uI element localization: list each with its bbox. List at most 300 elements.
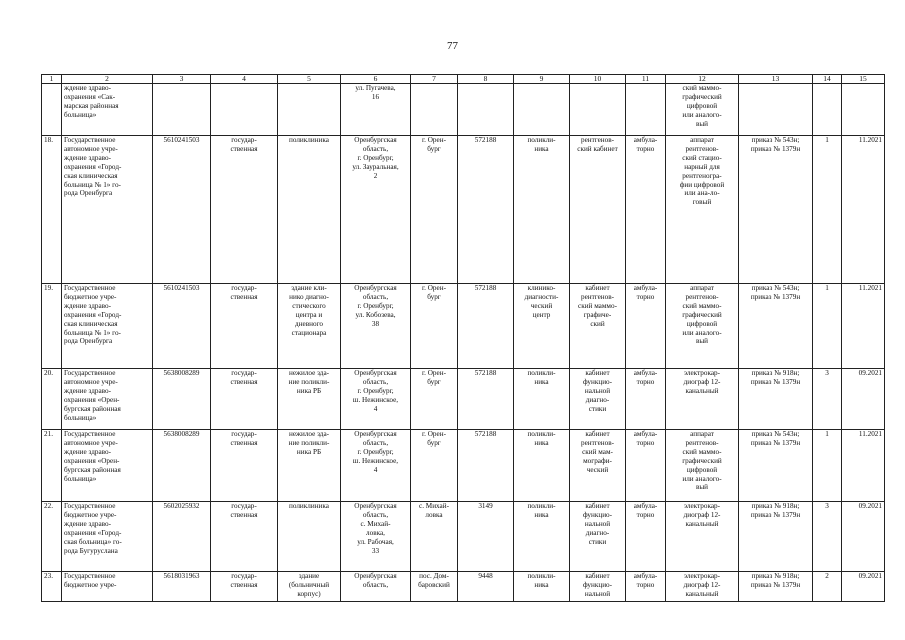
address-cell-line: область, [362, 510, 389, 519]
empty-cell [739, 84, 813, 136]
address-cell-line: Оренбургская [354, 136, 397, 144]
equipment-cell-line: аппарат [690, 284, 714, 292]
room-type-cell-line: кабинет [585, 369, 610, 377]
organization-name-cell-line: Государственное [64, 502, 116, 510]
room-type-cell-line: ческий [586, 465, 609, 474]
equipment-cell-line: электрокар- [683, 369, 721, 377]
regulatory-order-cell [739, 136, 813, 284]
building-type-cell-line: ника РБ [296, 447, 322, 456]
equipment-cell [666, 502, 739, 572]
address-cell [341, 430, 411, 502]
ownership-form-cell [211, 284, 278, 369]
settlement-cell [411, 502, 458, 572]
regulatory-order-cell-line: приказ № 1379н [750, 438, 801, 447]
address-cell [341, 284, 411, 369]
column-number-13: 13 [739, 75, 813, 84]
room-type-cell-line: кабинет [585, 284, 610, 292]
continuation-col2-line: ждение здраво- [64, 84, 111, 92]
organization-name-cell-line: Государственное [64, 136, 116, 144]
address-cell-line: г. Оренбург, [357, 301, 394, 310]
address-cell-line: г. Оренбург, [357, 386, 394, 395]
building-type-cell-line: здание кли- [291, 284, 327, 292]
row-number-cell: 18. [42, 136, 62, 284]
equipment-cell-line: фии цифровой [679, 180, 725, 189]
inn-cell: 5618031963 [153, 572, 211, 602]
equipment-cell [666, 572, 739, 602]
department-cell-line: поликли- [527, 430, 556, 438]
care-conditions-cell-line: торно [636, 438, 655, 447]
address-cell-line: область, [362, 580, 389, 589]
department-cell [514, 136, 570, 284]
organization-name-cell [62, 284, 153, 369]
room-type-cell [570, 284, 626, 369]
care-conditions-cell-line: торно [636, 144, 655, 153]
equipment-cell-line: или ана-ло- [684, 189, 720, 198]
organization-name-cell-line: бургская районная [64, 465, 121, 474]
quantity-cell: 1 [813, 284, 842, 369]
organization-name-cell-line: Государственное [64, 369, 116, 377]
organization-name-cell-line: бюджетное учре- [64, 510, 117, 519]
address-cell-line: 4 [373, 465, 378, 474]
care-conditions-cell-line: амбула- [633, 572, 658, 580]
organization-name-cell-line: охранения «Город- [64, 528, 122, 537]
equipment-cell-line: графический [682, 310, 722, 319]
settlement-cell-line: ловка [425, 510, 443, 519]
address-cell-line: ш. Нежинское, [352, 395, 399, 404]
address-cell [341, 502, 411, 572]
building-type-cell-line: нико диагно- [289, 292, 329, 301]
regulatory-order-cell-line: приказ № 1379н [750, 144, 801, 153]
column-number-row [42, 75, 885, 84]
settlement-code-cell: 572188 [458, 284, 514, 369]
care-conditions-cell-line: амбула- [633, 284, 658, 292]
room-type-cell-line: функцио- [582, 510, 613, 519]
room-type-cell-line: кабинет [585, 430, 610, 438]
room-type-cell-line: ский маммо- [578, 301, 617, 310]
department-cell [514, 284, 570, 369]
room-type-cell-line: нальной [584, 589, 611, 598]
building-type-cell-line: ника РБ [296, 386, 322, 395]
regulatory-order-cell-line: приказ № 918н; [751, 572, 800, 580]
delivery-date-cell: 09.2021 [842, 502, 885, 572]
settlement-cell-line: баровский [418, 580, 450, 589]
building-type-cell [278, 284, 341, 369]
page-number: 77 [447, 40, 458, 52]
table-row [42, 502, 885, 572]
regulatory-order-cell-line: приказ № 543н; [751, 284, 800, 292]
room-type-cell-line: нальной [584, 519, 611, 528]
address-cell-line: ул. Рабочая, [357, 537, 394, 546]
address-cell-line: ул. Зауральная, [352, 162, 399, 171]
ownership-form-cell-line: ственная [230, 510, 258, 519]
table-row [42, 136, 885, 284]
settlement-cell [411, 369, 458, 430]
address-cell-line: г. Оренбург, [357, 447, 394, 456]
building-type-cell-line: ние поликли- [288, 377, 330, 386]
row-number-cell: 19. [42, 284, 62, 369]
address-cell-line: 33 [371, 546, 380, 555]
equipment-cell-line: диограф 12- [683, 580, 721, 589]
department-cell [514, 369, 570, 430]
equipment-cell-line: диограф 12- [683, 510, 721, 519]
care-conditions-cell-line: торно [636, 580, 655, 589]
ownership-form-cell [211, 502, 278, 572]
continuation-row [42, 84, 885, 136]
department-cell-line: ческий [530, 301, 553, 310]
room-type-cell-line: ский мам- [582, 447, 613, 456]
continuation-col2-line: больница» [64, 110, 97, 119]
column-number-7: 7 [411, 75, 458, 84]
room-type-cell-line: ский [590, 319, 605, 328]
table-row [42, 369, 885, 430]
column-number-5: 5 [278, 75, 341, 84]
table-row [42, 430, 885, 502]
settlement-cell-line: г. Орен- [422, 369, 446, 377]
building-type-cell-line: стического [292, 301, 326, 310]
department-cell [514, 502, 570, 572]
organization-name-cell-line: ждение здраво- [64, 447, 111, 456]
address-cell-line: 2 [373, 171, 378, 180]
address-cell-line: область, [362, 144, 389, 153]
continuation-col12-line: ский маммо- [682, 84, 722, 92]
inn-cell: 5610241503 [153, 284, 211, 369]
room-type-cell-line: рентгенов- [580, 292, 615, 301]
settlement-cell [411, 430, 458, 502]
organization-name-cell-line: рода Оренбурга [64, 337, 113, 346]
regulatory-order-cell-line: приказ № 1379н [750, 580, 801, 589]
continuation-col2 [62, 84, 153, 136]
ownership-form-cell [211, 136, 278, 284]
equipment-cell [666, 430, 739, 502]
care-conditions-cell [626, 502, 666, 572]
regulatory-order-cell-line: приказ № 918н; [751, 502, 800, 510]
column-number-8: 8 [458, 75, 514, 84]
room-type-cell [570, 572, 626, 602]
address-cell-line: 38 [371, 319, 380, 328]
address-cell [341, 369, 411, 430]
delivery-date-cell: 09.2021 [842, 572, 885, 602]
settlement-cell-line: г. Орен- [422, 284, 446, 292]
regulatory-order-cell-line: приказ № 543н; [751, 430, 800, 438]
ownership-form-cell-line: ственная [230, 292, 258, 301]
delivery-date-cell: 11.2021 [842, 430, 885, 502]
settlement-cell-line: с. Михай- [419, 502, 449, 510]
organization-name-cell-line: охранения «Город- [64, 310, 122, 319]
building-type-cell-line: дневного [295, 319, 323, 328]
inn-cell: 5602025932 [153, 502, 211, 572]
ownership-form-cell-line: ственная [230, 377, 258, 386]
equipment-cell-line: диограф 12- [683, 377, 721, 386]
department-cell [514, 572, 570, 602]
building-type-cell-line: стационара [291, 328, 327, 337]
ownership-form-cell-line: государ- [231, 430, 257, 438]
ownership-form-cell-line: государ- [231, 502, 257, 510]
equipment-cell-line: или аналого- [682, 474, 722, 483]
address-cell-line: ул. Кобозева, [355, 310, 396, 319]
ownership-form-cell [211, 430, 278, 502]
department-cell-line: поликли- [527, 502, 556, 510]
organization-name-cell-line: больница № 1» го- [64, 180, 121, 189]
department-cell-line: ника [534, 144, 549, 153]
empty-cell [813, 84, 842, 136]
organization-name-cell-line: Государственное [64, 572, 116, 580]
department-cell-line: ника [534, 580, 549, 589]
organization-name-cell-line: ская клиническая [64, 319, 118, 328]
equipment-cell-line: рентгенов- [685, 144, 719, 153]
equipment-cell-line: канальный [685, 519, 719, 528]
room-type-cell-line: нальной [584, 386, 611, 395]
organization-name-cell-line: рода Оренбурга [64, 189, 113, 198]
building-type-cell-line: центра и [295, 310, 323, 319]
ownership-form-cell-line: ственная [230, 144, 258, 153]
building-type-cell-line: нежилое зда- [288, 369, 330, 377]
settlement-code-cell: 572188 [458, 369, 514, 430]
organization-name-cell-line: охранения «Город- [64, 162, 122, 171]
regulatory-order-cell [739, 369, 813, 430]
row-number-cell: 22. [42, 502, 62, 572]
settlement-code-cell: 572188 [458, 430, 514, 502]
settlement-code-cell: 9448 [458, 572, 514, 602]
delivery-date-cell: 09.2021 [842, 369, 885, 430]
continuation-col12-line: или аналого- [682, 110, 722, 119]
settlement-cell-line: г. Орен- [422, 430, 446, 438]
organization-name-cell-line: автономное учре- [64, 144, 118, 153]
empty-cell [278, 84, 341, 136]
continuation-col6-line: 16 [371, 92, 380, 101]
room-type-cell-line: рентгенов- [580, 136, 615, 144]
equipment-cell-line: графический [682, 456, 722, 465]
organization-name-cell-line: ждение здраво- [64, 301, 111, 310]
column-number-4: 4 [211, 75, 278, 84]
regulatory-order-cell-line: приказ № 1379н [750, 377, 801, 386]
address-cell-line: область, [362, 292, 389, 301]
department-cell-line: поликли- [527, 369, 556, 377]
ownership-form-cell-line: ственная [230, 438, 258, 447]
department-cell-line: ника [534, 377, 549, 386]
ownership-form-cell-line: государ- [231, 572, 257, 580]
column-number-2: 2 [62, 75, 153, 84]
department-cell-line: ника [534, 510, 549, 519]
empty-cell [458, 84, 514, 136]
column-number-15: 15 [842, 75, 885, 84]
address-cell-line: Оренбургская [354, 572, 397, 580]
equipment-cell-line: или аналого- [682, 328, 722, 337]
building-type-cell [278, 572, 341, 602]
equipment-cell-line: нарный для [684, 162, 720, 171]
address-cell-line: с. Михай- [360, 519, 391, 528]
room-type-cell-line: диагно- [585, 528, 610, 537]
organization-name-cell [62, 369, 153, 430]
room-type-cell [570, 369, 626, 430]
organization-name-cell-line: ская клиническая [64, 171, 118, 180]
room-type-cell-line: рентгенов- [580, 438, 615, 447]
empty-cell [42, 84, 62, 136]
room-type-cell-line: мографи- [583, 456, 612, 465]
regulatory-order-cell [739, 284, 813, 369]
table-row [42, 572, 885, 602]
empty-cell [153, 84, 211, 136]
equipment-cell-line: рентгенов- [685, 438, 719, 447]
column-number-11: 11 [626, 75, 666, 84]
department-cell-line: центр [532, 310, 551, 319]
care-conditions-cell [626, 369, 666, 430]
building-type-cell-line: корпус) [297, 589, 321, 598]
equipment-cell-line: аппарат [690, 136, 714, 144]
room-type-cell-line: функцио- [582, 580, 613, 589]
continuation-col12 [666, 84, 739, 136]
column-number-10: 10 [570, 75, 626, 84]
organization-name-cell-line: ждение здраво- [64, 519, 111, 528]
organization-name-cell-line: больница № 1» го- [64, 328, 121, 337]
organization-name-cell-line: бургская районная [64, 404, 121, 413]
equipment-cell-line: ский стацио- [682, 153, 722, 162]
building-type-cell-line: поликлиника [289, 502, 329, 510]
building-type-cell-line: поликлиника [289, 136, 329, 144]
equipment-cell-line: канальный [685, 589, 719, 598]
equipment-cell [666, 136, 739, 284]
address-cell [341, 572, 411, 602]
organization-name-cell-line: автономное учре- [64, 438, 118, 447]
registry-table [41, 74, 885, 602]
regulatory-order-cell [739, 430, 813, 502]
organization-name-cell-line: бюджетное учре- [64, 580, 117, 589]
equipment-cell-line: канальный [685, 386, 719, 395]
address-cell [341, 136, 411, 284]
room-type-cell-line: кабинет [585, 502, 610, 510]
column-number-1: 1 [42, 75, 62, 84]
organization-name-cell [62, 430, 153, 502]
empty-cell [411, 84, 458, 136]
building-type-cell-line: здание [298, 572, 320, 580]
settlement-cell-line: пос. Дом- [419, 572, 449, 580]
address-cell-line: 4 [373, 404, 378, 413]
care-conditions-cell [626, 430, 666, 502]
equipment-cell-line: цифровой [686, 319, 718, 328]
care-conditions-cell-line: торно [636, 377, 655, 386]
department-cell [514, 430, 570, 502]
room-type-cell-line: ский кабинет [577, 144, 618, 153]
settlement-cell-line: бург [427, 144, 441, 153]
department-cell-line: ника [534, 438, 549, 447]
care-conditions-cell-line: амбула- [633, 430, 658, 438]
building-type-cell-line: ние поликли- [288, 438, 330, 447]
organization-name-cell [62, 502, 153, 572]
row-number-cell: 20. [42, 369, 62, 430]
organization-name-cell-line: больница» [64, 474, 97, 483]
room-type-cell-line: стики [588, 537, 607, 546]
settlement-cell-line: г. Орен- [422, 136, 446, 144]
room-type-cell-line: графиче- [583, 310, 612, 319]
building-type-cell [278, 502, 341, 572]
address-cell-line: г. Оренбург, [357, 153, 394, 162]
empty-cell [626, 84, 666, 136]
room-type-cell [570, 502, 626, 572]
address-cell-line: Оренбургская [354, 502, 397, 510]
regulatory-order-cell-line: приказ № 543н; [751, 136, 800, 144]
organization-name-cell-line: автономное учре- [64, 377, 118, 386]
ownership-form-cell-line: государ- [231, 136, 257, 144]
regulatory-order-cell [739, 502, 813, 572]
building-type-cell [278, 136, 341, 284]
room-type-cell-line: функцио- [582, 377, 613, 386]
continuation-col12-line: цифровой [686, 101, 718, 110]
building-type-cell [278, 369, 341, 430]
quantity-cell: 1 [813, 430, 842, 502]
building-type-cell-line: (больничный [288, 580, 330, 589]
department-cell-line: клинико- [527, 284, 556, 292]
organization-name-cell-line: рода Бугуруслана [64, 546, 118, 555]
equipment-cell-line: аппарат [690, 430, 714, 438]
equipment-cell-line: ский маммо- [682, 447, 722, 456]
settlement-cell [411, 572, 458, 602]
continuation-col2-line: марская районная [64, 101, 119, 110]
care-conditions-cell-line: амбула- [633, 136, 658, 144]
quantity-cell: 1 [813, 136, 842, 284]
quantity-cell: 3 [813, 502, 842, 572]
ownership-form-cell [211, 572, 278, 602]
equipment-cell-line: рентгеногра- [682, 171, 722, 180]
equipment-cell-line: говый [692, 198, 712, 207]
organization-name-cell-line: охранения «Орен- [64, 456, 120, 465]
settlement-code-cell: 572188 [458, 136, 514, 284]
ownership-form-cell [211, 369, 278, 430]
address-cell-line: Оренбургская [354, 430, 397, 438]
room-type-cell [570, 430, 626, 502]
organization-name-cell [62, 136, 153, 284]
care-conditions-cell-line: торно [636, 510, 655, 519]
ownership-form-cell-line: государ- [231, 369, 257, 377]
column-number-9: 9 [514, 75, 570, 84]
organization-name-cell [62, 572, 153, 602]
column-number-12: 12 [666, 75, 739, 84]
room-type-cell-line: стики [588, 404, 607, 413]
column-number-3: 3 [153, 75, 211, 84]
equipment-cell-line: рентгенов- [685, 292, 719, 301]
row-number-cell: 23. [42, 572, 62, 602]
continuation-col12-line: графический [682, 92, 722, 101]
continuation-col6 [341, 84, 411, 136]
organization-name-cell-line: ская больница» го- [64, 537, 122, 546]
delivery-date-cell: 11.2021 [842, 284, 885, 369]
inn-cell: 5638008289 [153, 369, 211, 430]
ownership-form-cell-line: ственная [230, 580, 258, 589]
care-conditions-cell-line: амбула- [633, 502, 658, 510]
table-row [42, 284, 885, 369]
care-conditions-cell [626, 136, 666, 284]
organization-name-cell-line: Государственное [64, 284, 116, 292]
empty-cell [570, 84, 626, 136]
regulatory-order-cell-line: приказ № 1379н [750, 292, 801, 301]
settlement-cell-line: бург [427, 438, 441, 447]
organization-name-cell-line: бюджетное учре- [64, 292, 117, 301]
continuation-col12-line: вый [695, 119, 709, 128]
address-cell-line: ловка, [366, 528, 385, 537]
equipment-cell-line: вый [695, 337, 709, 346]
inn-cell: 5610241503 [153, 136, 211, 284]
care-conditions-cell [626, 284, 666, 369]
settlement-code-cell: 3149 [458, 502, 514, 572]
equipment-cell-line: ский маммо- [682, 301, 722, 310]
address-cell-line: Оренбургская [354, 284, 397, 292]
equipment-cell [666, 284, 739, 369]
empty-cell [211, 84, 278, 136]
building-type-cell [278, 430, 341, 502]
room-type-cell-line: кабинет [585, 572, 610, 580]
equipment-cell-line: электрокар- [683, 572, 721, 580]
continuation-col6-line: ул. Пугачева, [355, 84, 396, 92]
regulatory-order-cell [739, 572, 813, 602]
address-cell-line: Оренбургская [354, 369, 397, 377]
